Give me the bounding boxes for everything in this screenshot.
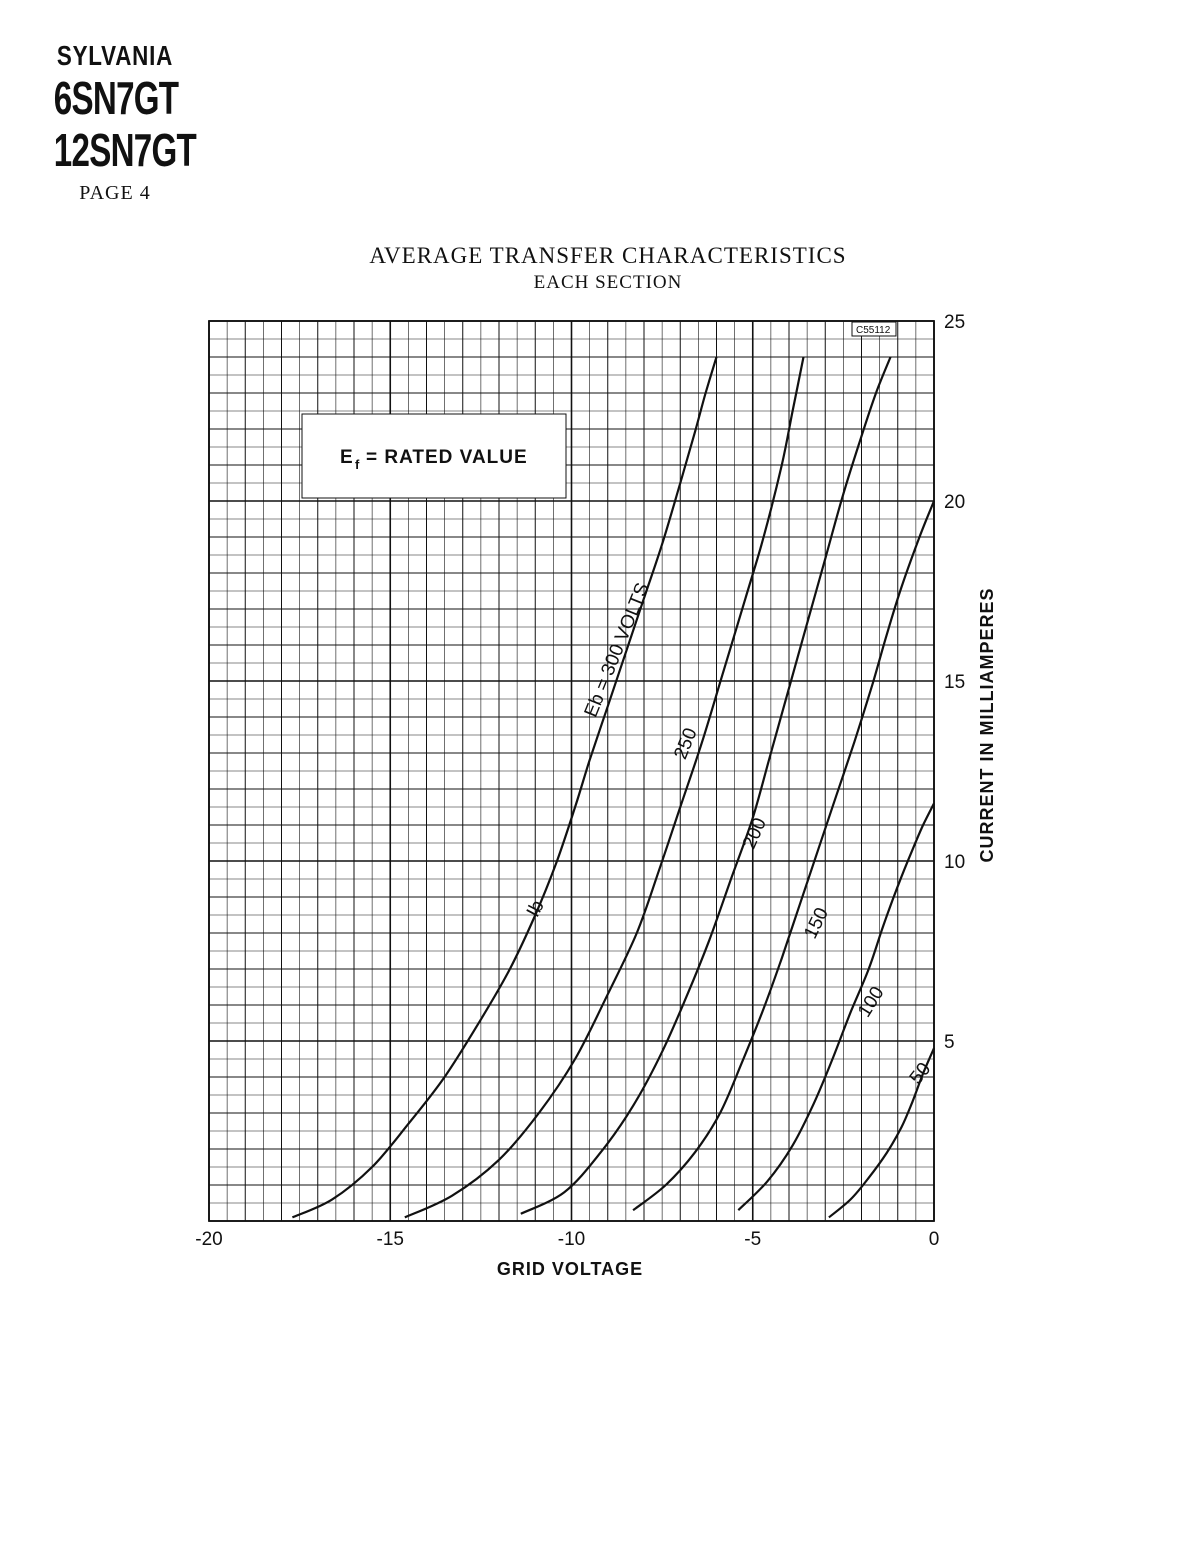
- chart-title: AVERAGE TRANSFER CHARACTERISTICS: [369, 243, 847, 268]
- series-label-1: 250: [670, 725, 702, 763]
- page-number: PAGE 4: [79, 182, 151, 204]
- y-tick-label: 5: [944, 1032, 955, 1053]
- x-tick-label: -15: [376, 1229, 404, 1250]
- ib-label: Ib: [522, 896, 549, 921]
- series-label-4: 100: [854, 983, 889, 1022]
- series-curve-2: [521, 357, 891, 1214]
- brand-name: SYLVANIA: [56, 40, 174, 71]
- series-label-2: 200: [738, 814, 772, 853]
- model-number-1: 6SN7GT: [53, 72, 179, 124]
- x-tick-label: 0: [928, 1229, 940, 1250]
- x-axis-label: GRID VOLTAGE: [496, 1259, 644, 1279]
- series-label-5: 50: [905, 1058, 936, 1089]
- series-label-3: 150: [800, 904, 834, 943]
- y-tick-label: 25: [944, 312, 966, 333]
- model-number-2: 12SN7GT: [53, 124, 197, 176]
- y-tick-label: 10: [944, 852, 966, 873]
- x-tick-label: -5: [744, 1229, 762, 1250]
- y-tick-label: 15: [944, 672, 966, 693]
- series-curve-3: [633, 501, 934, 1210]
- chart-subtitle: EACH SECTION: [533, 272, 683, 293]
- figure-code-box: [852, 322, 896, 336]
- annotation-sub: f: [355, 457, 361, 472]
- x-tick-label: -20: [195, 1229, 223, 1250]
- annotation-box: [302, 414, 566, 498]
- annotation-e: E: [340, 447, 354, 468]
- y-tick-label: 20: [944, 492, 966, 513]
- series-label-0: Eb = 300 VOLTS: [580, 580, 654, 721]
- figure-code: C55112: [856, 325, 891, 336]
- x-tick-label: -10: [557, 1229, 586, 1250]
- y-axis-label: CURRENT IN MILLIAMPERES: [977, 587, 997, 863]
- annotation-text: = RATED VALUE: [366, 447, 528, 468]
